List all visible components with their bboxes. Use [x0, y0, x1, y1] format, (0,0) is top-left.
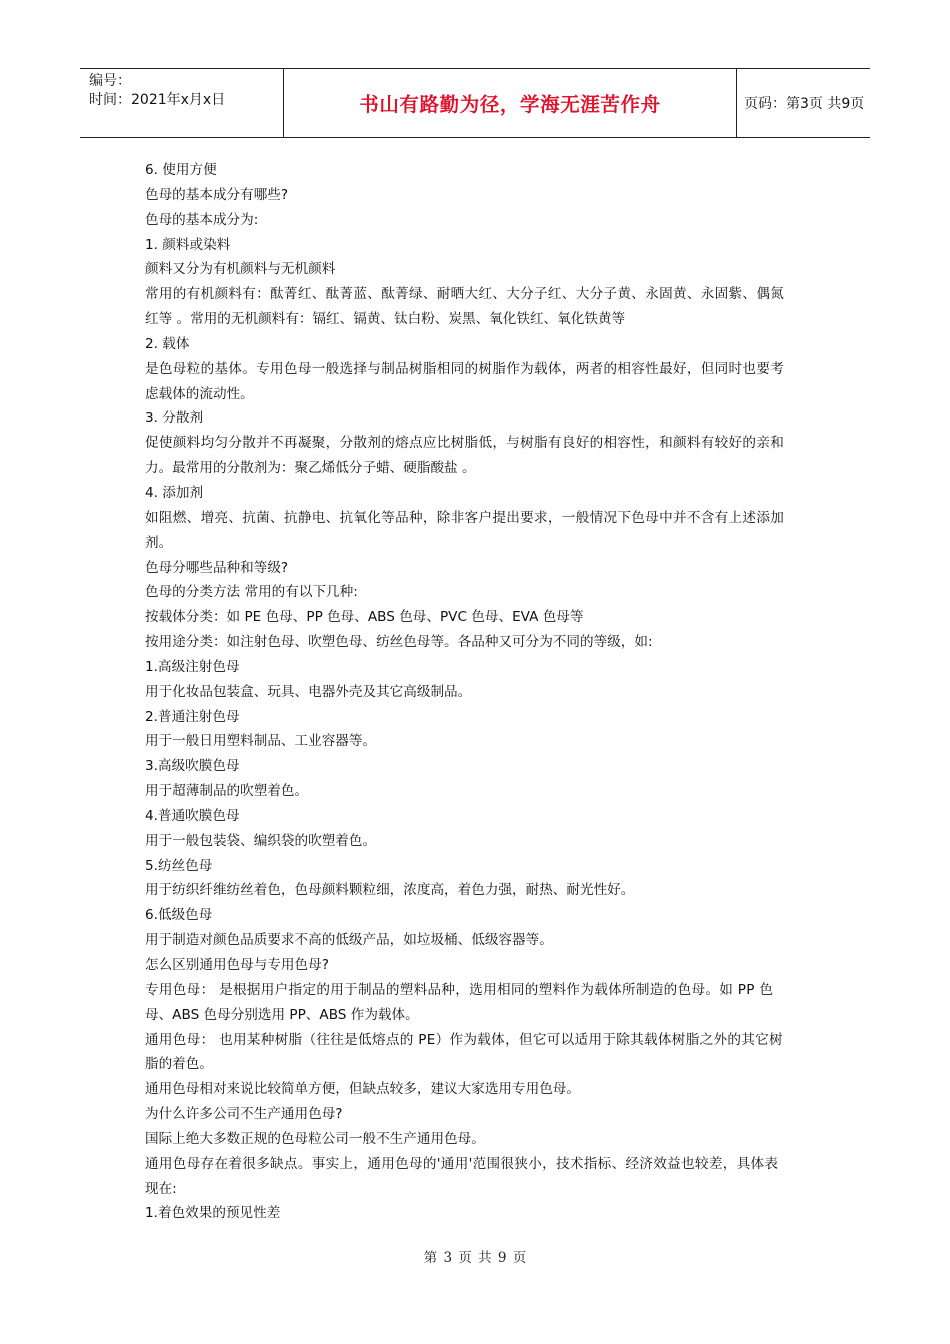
body-line: 促使颜料均匀分散并不再凝聚，分散剂的熔点应比树脂低，与树脂有良好的相容性，和颜料有较好的亲和: [145, 435, 785, 452]
body-line: 色母的基本成分有哪些?: [145, 186, 289, 203]
document-date: 时间：2021年x月x日: [89, 92, 226, 108]
body-line: 国际上绝大多数正规的色母粒公司一般不生产通用色母。: [145, 1130, 485, 1147]
body-line: 虑载体的流动性。: [145, 385, 254, 402]
body-line: 色母分哪些品种和等级?: [145, 559, 289, 576]
body-line: 1.高级注射色母: [145, 658, 240, 675]
body-line: 4.普通吹膜色母: [145, 807, 240, 824]
body-line: 4. 添加剂: [145, 484, 204, 501]
body-line: 1.着色效果的预见性差: [145, 1205, 281, 1222]
body-line: 通用色母： 也用某种树脂（往往是低熔点的 PE）作为载体，但它可以适用于除其载体树脂之外的其它树: [145, 1031, 783, 1048]
header-meta-cell: [80, 69, 283, 137]
body-line: 通用色母存在着很多缺点。事实上，通用色母的'通用'范围很狭小，技术指标、经济效益也较差，具体表: [145, 1155, 779, 1172]
body-line: 5.纺丝色母: [145, 857, 213, 874]
document-body: [145, 158, 810, 1226]
body-line: 2. 载体: [145, 335, 190, 352]
body-line: 2.普通注射色母: [145, 708, 240, 725]
body-line: 用于制造对颜色品质要求不高的低级产品，如垃圾桶、低级容器等。: [145, 932, 553, 949]
body-line: 3. 分散剂: [145, 410, 204, 427]
body-line: 用于化妆品包装盒、玩具、电器外壳及其它高级制品。: [145, 683, 472, 700]
body-line: 剂。: [145, 534, 173, 551]
body-line: 用于纺织纤维纺丝着色，色母颜料颗粒细，浓度高，着色力强，耐热、耐光性好。: [145, 882, 635, 899]
body-line: 专用色母： 是根据用户指定的用于制品的塑料品种，选用相同的塑料作为载体所制造的色母。如 PP 色: [145, 981, 774, 998]
body-line: 1. 颜料或染料: [145, 236, 231, 253]
body-line: 是色母粒的基体。专用色母一般选择与制品树脂相同的树脂作为载体，两者的相容性最好，但同时也要考: [145, 360, 785, 377]
body-line: 如阻燃、增亮、抗菌、抗静电、抗氧化等品种，除非客户提出要求，一般情况下色母中并不含有上述添加: [145, 509, 785, 526]
body-line: 用于一般包装袋、编织袋的吹塑着色。: [145, 832, 377, 849]
body-line: 颜料又分为有机颜料与无机颜料: [145, 261, 336, 278]
body-line: 怎么区别通用色母与专用色母?: [145, 957, 329, 973]
body-line: 6. 使用方便: [145, 162, 217, 178]
body-line: 按用途分类：如注射色母、吹塑色母、纺丝色母等。各品种又可分为不同的等级，如:: [145, 634, 653, 651]
body-line: 脂的着色。: [145, 1056, 213, 1073]
body-line: 常用的有机颜料有：酞菁红、酞菁蓝、酞菁绿、耐晒大红、大分子红、大分子黄、永固黄、永固紫、偶氮: [145, 286, 785, 303]
document-number-label: 编号：: [89, 73, 131, 89]
page-footer: 第 3 页 共 9 页: [423, 1250, 527, 1266]
page-header: [80, 68, 870, 138]
body-line: 通用色母相对来说比较简单方便，但缺点较多，建议大家选用专用色母。: [145, 1081, 580, 1098]
header-motto: 书山有路勤为径，学海无涯苦作舟: [359, 93, 661, 116]
body-line: 按载体分类：如 PE 色母、PP 色母、ABS 色母、PVC 色母、EVA 色母等: [145, 609, 584, 626]
body-line: 现在:: [145, 1180, 177, 1197]
header-motto-cell: [283, 69, 737, 137]
body-line: 红等 。常用的无机颜料有：镉红、镉黄、钛白粉、炭黑、氧化铁红、氧化铁黄等: [145, 311, 626, 328]
body-line: 用于一般日用塑料制品、工业容器等。: [145, 733, 377, 750]
body-line: 用于超薄制品的吹塑着色。: [145, 783, 309, 800]
body-line: 力。最常用的分散剂为：聚乙烯低分子蜡、硬脂酸盐 。: [145, 460, 476, 477]
body-line: 为什么许多公司不生产通用色母?: [145, 1106, 343, 1123]
header-page-info: 页码：第3页 共9页: [744, 96, 865, 112]
body-line: 3.高级吹膜色母: [145, 758, 240, 775]
body-line: 色母的基本成分为:: [145, 211, 259, 228]
body-line: 色母的分类方法 常用的有以下几种:: [145, 584, 358, 601]
body-line: 母、ABS 色母分别选用 PP、ABS 作为载体。: [145, 1006, 419, 1023]
header-page-cell: [736, 69, 870, 137]
body-line: 6.低级色母: [145, 907, 213, 924]
